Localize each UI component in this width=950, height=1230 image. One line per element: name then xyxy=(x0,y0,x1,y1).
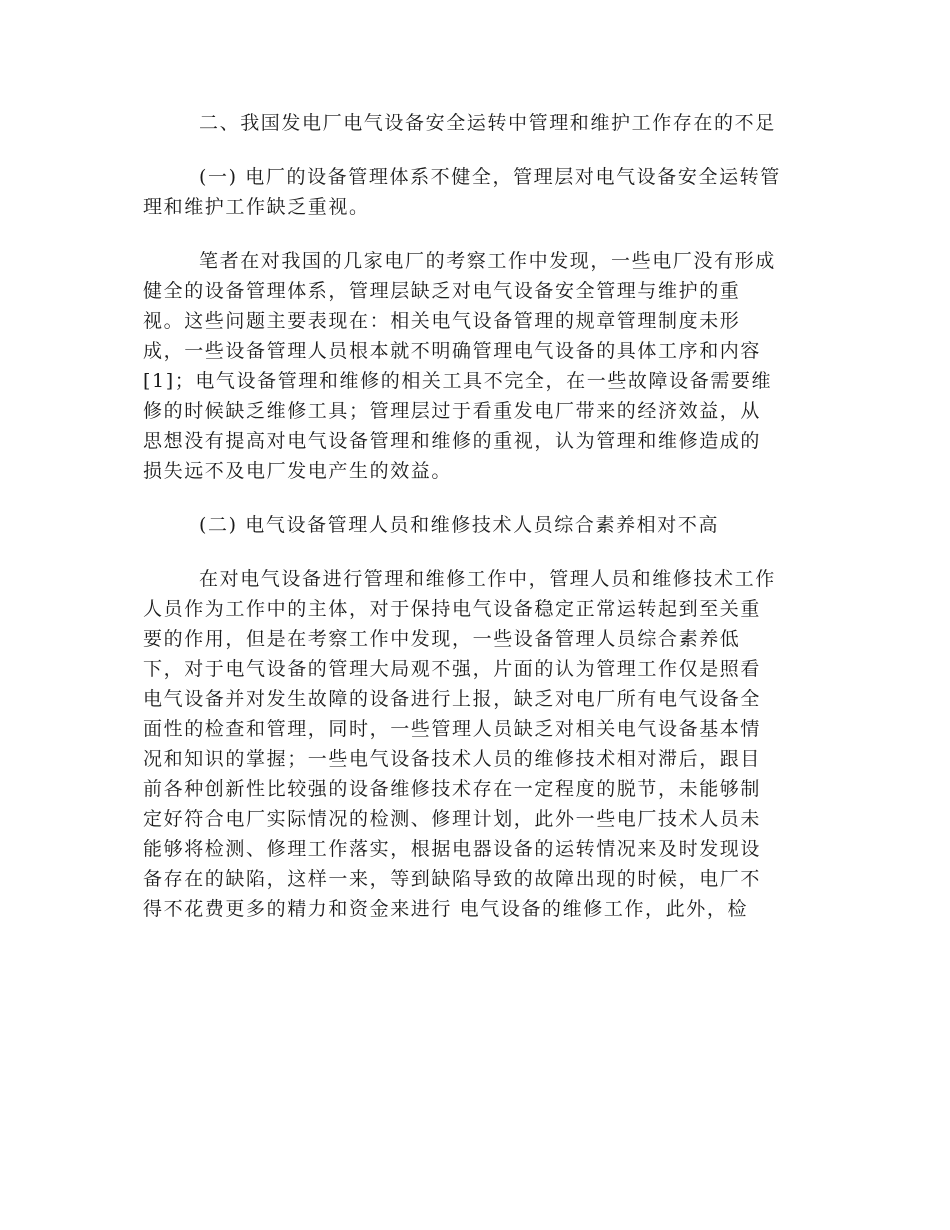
paragraph-line: 在对电气设备进行管理和维修工作中，管理人员和维修技术工作 xyxy=(199,568,776,590)
subheading-1 xyxy=(143,162,808,222)
document-body xyxy=(143,108,808,924)
paragraph-line: 能够将检测、修理工作落实，根据电器设备的运转情况来及时发现设 xyxy=(143,838,762,860)
section-heading xyxy=(143,108,808,138)
paragraph-line: 健全的设备管理体系，管理层缺乏对电气设备安全管理与维护的重 xyxy=(143,280,741,302)
paragraph-line: 成，一些设备管理人员根本就不明确管理电气设备的具体工序和内容 xyxy=(143,340,762,362)
paragraph-line: 得不花费更多的精力和资金来进行 电气设备的维修工作，此外，检 xyxy=(143,898,749,920)
subheading-line: (二) 电气设备管理人员和维修技术人员综合素养相对不高 xyxy=(199,514,720,536)
paragraph-line: 视。这些问题主要表现在：相关电气设备管理的规章管理制度未形 xyxy=(143,310,741,332)
paragraph-line: [1]；电气设备管理和维修的相关工具不完全，在一些故障设备需要维 xyxy=(143,370,773,392)
paragraph-line: 修的时候缺乏维修工具；管理层过于看重发电厂带来的经济效益，从 xyxy=(143,400,762,422)
paragraph-2 xyxy=(143,564,808,924)
subheading-line: 理和维护工作缺乏重视。 xyxy=(143,196,370,218)
paragraph-line: 面性的检查和管理，同时，一些管理人员缺乏对相关电气设备基本情 xyxy=(143,718,762,740)
paragraph-line: 要的作用，但是在考察工作中发现，一些设备管理人员综合素养低 xyxy=(143,628,741,650)
paragraph-line: 电气设备并对发生故障的设备进行上报，缺乏对电厂所有电气设备全 xyxy=(143,688,762,710)
paragraph-line: 人员作为工作中的主体，对于保持电气设备稳定正常运转起到至关重 xyxy=(143,598,762,620)
paragraph-line: 笔者在对我国的几家电厂的考察工作中发现，一些电厂没有形成 xyxy=(199,250,776,272)
paragraph-line: 况和知识的掌握；一些电气设备技术人员的维修技术相对滞后，跟目 xyxy=(143,748,762,770)
paragraph-1 xyxy=(143,246,808,486)
paragraph-line: 思想没有提高对电气设备管理和维修的重视，认为管理和维修造成的 xyxy=(143,430,762,452)
paragraph-line: 损失远不及电厂发电产生的效益。 xyxy=(143,460,453,482)
paragraph-line: 下，对于电气设备的管理大局观不强，片面的认为管理工作仅是照看 xyxy=(143,658,762,680)
subheading-2 xyxy=(143,510,808,540)
paragraph-line: 前各种创新性比较强的设备维修技术存在一定程度的脱节，未能够制 xyxy=(143,778,762,800)
subheading-line: (一) 电厂的设备管理体系不健全，管理层对电气设备安全运转管 xyxy=(199,166,781,188)
paragraph-line: 备存在的缺陷，这样一来，等到缺陷导致的故障出现的时候，电厂不 xyxy=(143,868,762,890)
heading-line: 二、我国发电厂电气设备安全运转中管理和维护工作存在的不足 xyxy=(199,112,776,134)
paragraph-line: 定好符合电厂实际情况的检测、修理计划，此外一些电厂技术人员未 xyxy=(143,808,762,830)
